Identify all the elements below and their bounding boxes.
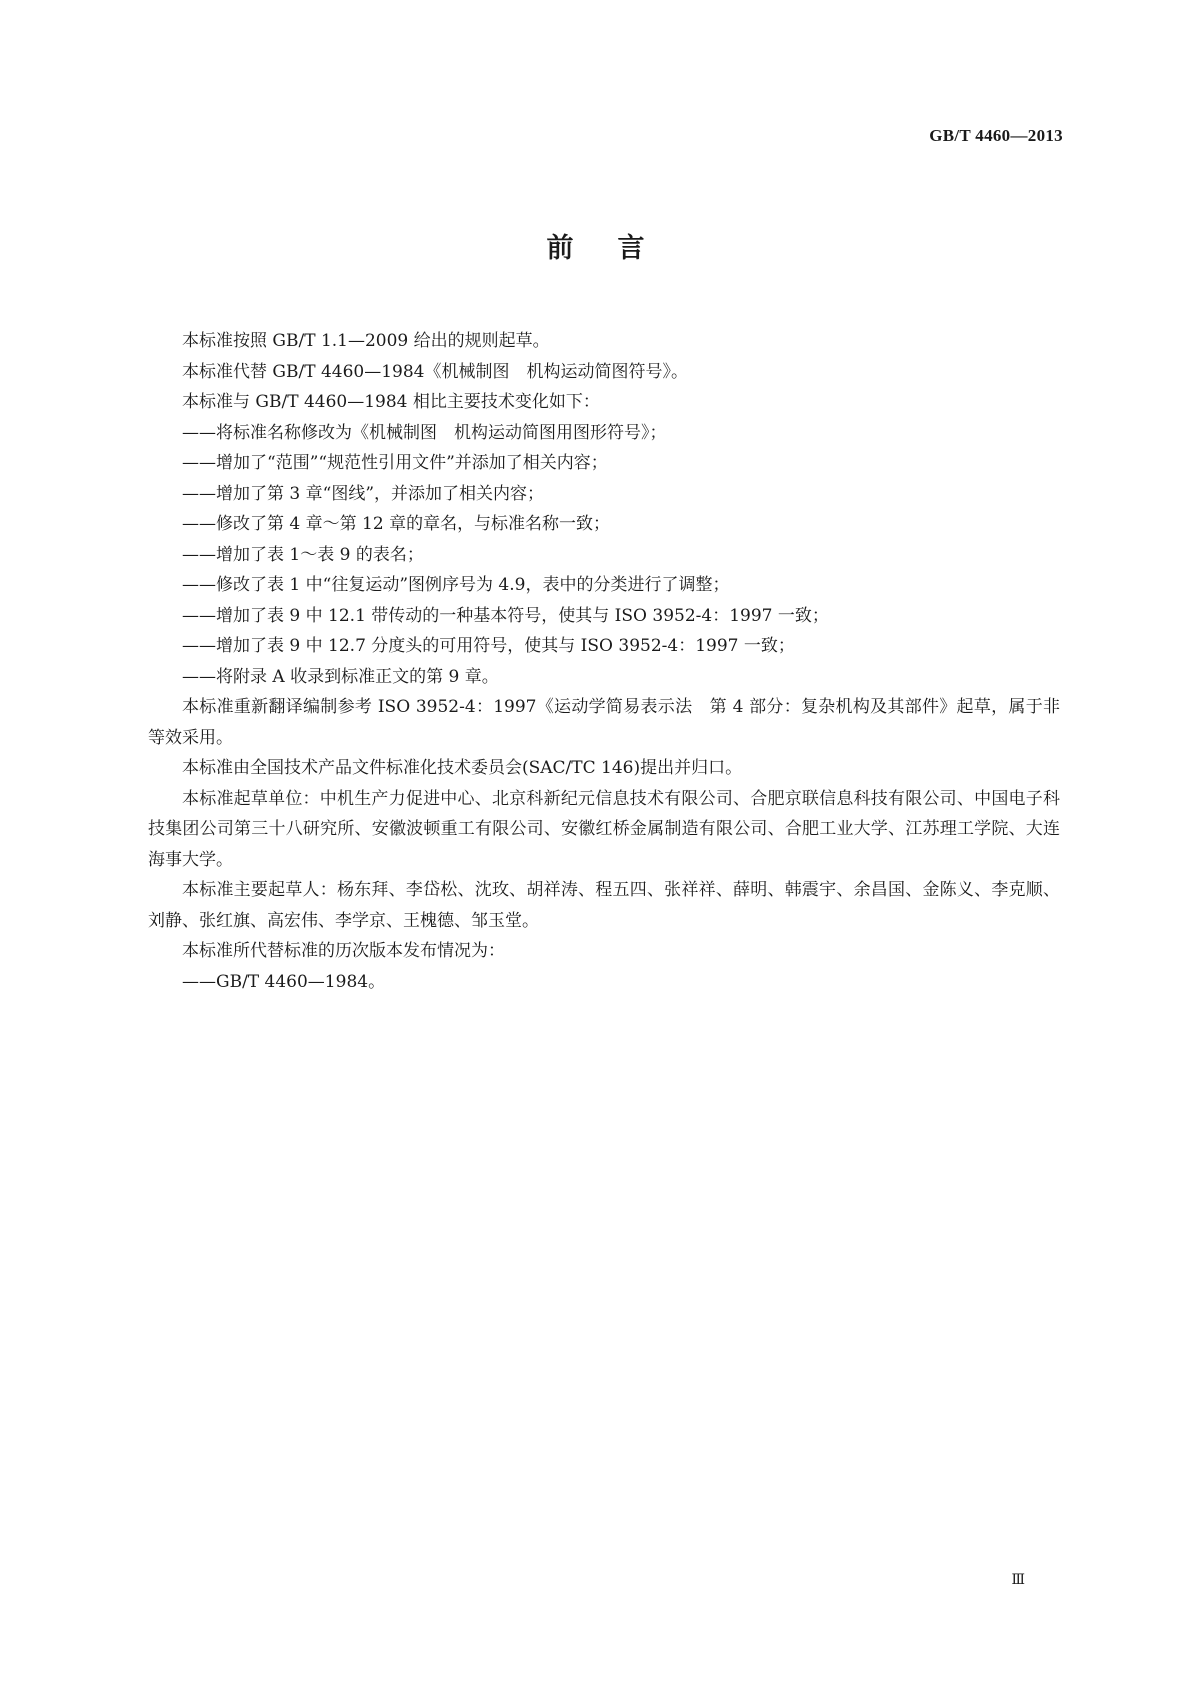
page-title: 前言 [546, 233, 689, 264]
change-item: ——修改了表 1 中“往复运动”图例序号为 4.9，表中的分类进行了调整； [182, 575, 730, 595]
change-item: ——增加了第 3 章“图线”，并添加了相关内容； [182, 483, 545, 504]
change-item: ——修改了第 4 章～第 12 章的章名，与标准名称一致； [182, 514, 611, 534]
paragraph-changes-intro: 本标准与 GB/T 4460—1984 相比主要技术变化如下： [182, 392, 600, 412]
paragraph-drafting-units: 本标准起草单位：中机生产力促进中心、北京科新纪元信息技术有限公司、合肥京联信息科技有限公司、中国电子科技集团公司第三十八研究所、安徽波顿重工有限公司、安徽红桥金属制造有限公司、合肥工业大学、江苏理工学院、大连海事大学。 [148, 788, 1060, 870]
change-item: ——将附录 A 收录到标准正文的第 9 章。 [182, 666, 499, 687]
change-item: ——增加了“范围”“规范性引用文件”并添加了相关内容； [182, 453, 608, 473]
paragraph-drafters: 本标准主要起草人：杨东拜、李岱松、沈玫、胡祥涛、程五四、张祥祥、薛明、韩震宇、余昌国、金陈义、李克顺、刘静、张红旗、高宏伟、李学京、王槐德、邹玉堂。 [148, 880, 1060, 931]
change-item: ——增加了表 9 中 12.1 带传动的一种基本符号，使其与 ISO 3952-4：1997 一致； [182, 605, 829, 626]
paragraph-history-intro: 本标准所代替标准的历次版本发布情况为： [182, 941, 505, 961]
change-item: ——将标准名称修改为《机械制图 机构运动简图用图形符号》； [182, 422, 667, 443]
page-number: Ⅲ [1011, 1573, 1025, 1588]
paragraph-proposed-by: 本标准由全国技术产品文件标准化技术委员会(SAC/TC 146)提出并归口。 [182, 758, 743, 778]
paragraph-drafting-rules: 本标准按照 GB/T 1.1—2009 给出的规则起草。 [182, 331, 550, 351]
change-item: ——增加了表 9 中 12.7 分度头的可用符号，使其与 ISO 3952-4：1997 一致； [182, 636, 795, 656]
history-item: ——GB/T 4460—1984。 [182, 971, 386, 992]
paragraph-reference: 本标准重新翻译编制参考 ISO 3952-4：1997《运动学简易表示法 第 4 部分：复杂机构及其部件》起草，属于非等效采用。 [148, 697, 1060, 748]
change-item: ——增加了表 1～表 9 的表名； [182, 544, 424, 565]
standard-code: GB/T 4460—2013 [929, 126, 1063, 145]
paragraph-replaces: 本标准代替 GB/T 4460—1984《机械制图 机构运动简图符号》。 [182, 361, 688, 382]
foreword-body [148, 326, 1060, 997]
